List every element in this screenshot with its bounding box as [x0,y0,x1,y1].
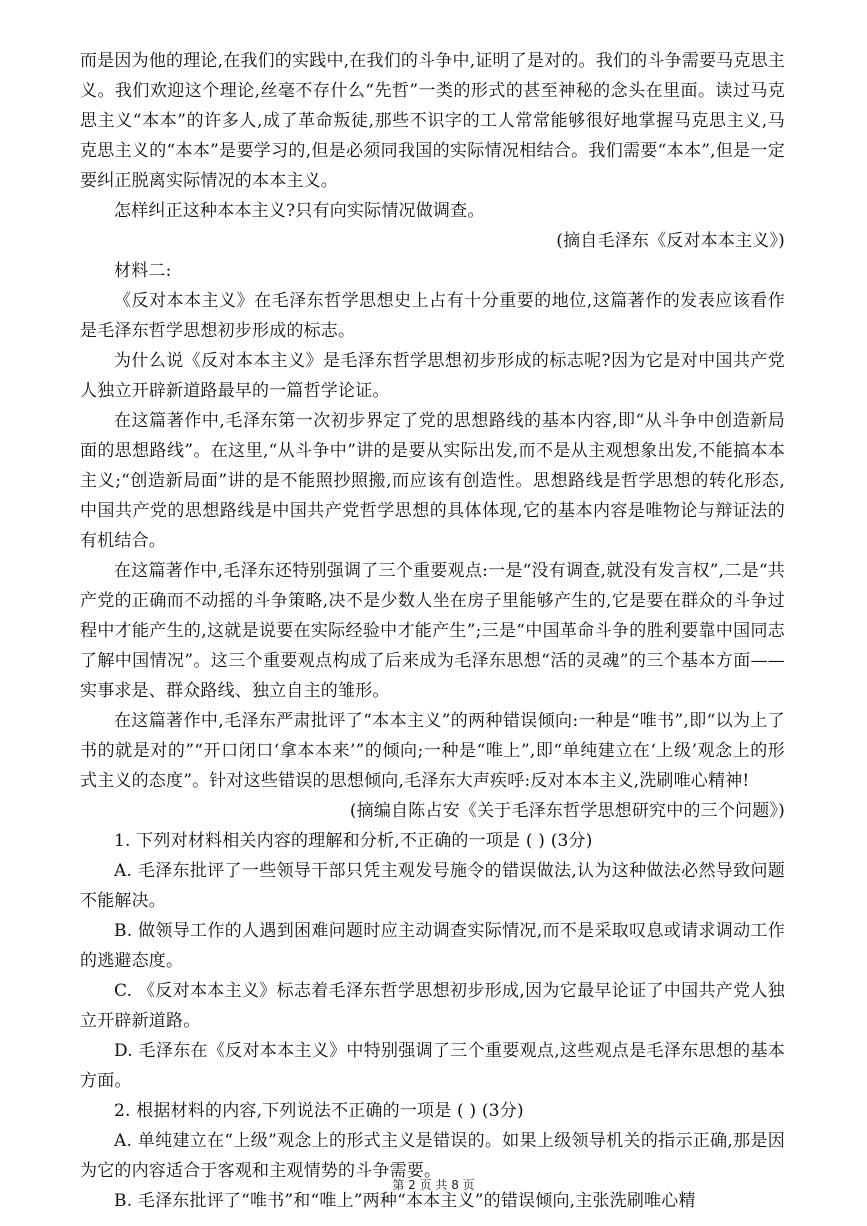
page-content [80,46,785,1216]
material2-paragraph: 在这篇著作中,毛泽东严肃批评了“本本主义”的两种错误倾向:一种是“唯书”,即“以为上了书的就是对的”“开口闭口‘拿本本来’”的倾向;一种是“唯上”,即“单纯建立在‘上级’观念上的形式主义的态度”。针对这些错误的思想倾向,毛泽东大声疾呼:反对本本主义,洗刷唯心精神! [80,711,785,791]
material2-paragraph: 在这篇著作中,毛泽东还特别强调了三个重要观点:一是“没有调查,就没有发言权”,二是“共产党的正确而不动摇的斗争策略,决不是少数人坐在房子里能够产生的,它是要在群众的斗争过程中才能产生的,这就是说要在实际经验中才能产生”;三是“中国革命斗争的胜利要靠中国同志了解中国情况”。这三个重要观点构成了后来成为毛泽东思想“活的灵魂”的三个基本方面——实事求是、群众路线、独立自主的雏形。 [80,561,785,701]
question1-option-a: A. 毛泽东批评了一些领导干部只凭主观发号施令的错误做法,认为这种做法必然导致问题不能解决。 [80,861,785,911]
question1-option-b: B. 做领导工作的人遇到困难问题时应主动调查实际情况,而不是采取叹息或请求调动工作的逃避态度。 [80,921,785,971]
question2-option-a: A. 单纯建立在“上级”观念上的形式主义是错误的。如果上级领导机关的指示正确,那是因为它的内容适合于客观和主观情势的斗争需要。 [80,1131,785,1181]
question1-stem: 1. 下列对材料相关内容的理解和分析,不正确的一项是 ( ) (3分) [114,831,593,851]
material1-question-paragraph: 怎样纠正这种本本主义?只有向实际情况做调查。 [114,201,485,221]
page-number-footer: 第 2 页 共 8 页 [392,1178,475,1192]
material2-heading: 材料二: [114,261,172,281]
material2-source: (摘编自陈占安《关于毛泽东哲学思想研究中的三个问题》) [349,801,785,821]
material1-paragraph-tail: 而是因为他的理论,在我们的实践中,在我们的斗争中,证明了是对的。我们的斗争需要马克思主义。我们欢迎这个理论,丝毫不存什么“先哲”一类的形式的甚至神秘的念头在里面。读过马克思主义“本本”的许多人,成了革命叛徒,那些不识字的工人常常能够很好地掌握马克思主义,马克思主义的“本本”是要学习的,但是必须同我国的实际情况相结合。我们需要“本本”,但是一定要纠正脱离实际情况的本本主义。 [80,51,785,191]
material2-paragraph: 为什么说《反对本本主义》是毛泽东哲学思想初步形成的标志呢?因为它是对中国共产党人独立开辟新道路最早的一篇哲学论证。 [80,351,785,401]
question2-stem: 2. 根据材料的内容,下列说法不正确的一项是 ( ) (3分) [114,1101,524,1121]
question1-option-c: C. 《反对本本主义》标志着毛泽东哲学思想初步形成,因为它最早论证了中国共产党人独立开辟新道路。 [80,981,785,1031]
material2-paragraph: 在这篇著作中,毛泽东第一次初步界定了党的思想路线的基本内容,即“从斗争中创造新局面的思想路线”。在这里,“从斗争中”讲的是要从实际出发,而不是从主观想象出发,不能搞本本主义;“创造新局面”讲的是不能照抄照搬,而应该有创造性。思想路线是哲学思想的转化形态,中国共产党的思想路线是中国共产党哲学思想的具体体现,它的基本内容是唯物论与辩证法的有机结合。 [80,411,785,551]
question2-option-b: B. 毛泽东批评了“唯书”和“唯上”两种“本本主义”的错误倾向,主张洗刷唯心精 [114,1191,696,1211]
material2-paragraph: 《反对本本主义》在毛泽东哲学思想史上占有十分重要的地位,这篇著作的发表应该看作是毛泽东哲学思想初步形成的标志。 [80,291,785,341]
material1-source: (摘自毛泽东《反对本本主义》) [556,231,785,251]
question1-option-d: D. 毛泽东在《反对本本主义》中特别强调了三个重要观点,这些观点是毛泽东思想的基本方面。 [80,1041,785,1091]
